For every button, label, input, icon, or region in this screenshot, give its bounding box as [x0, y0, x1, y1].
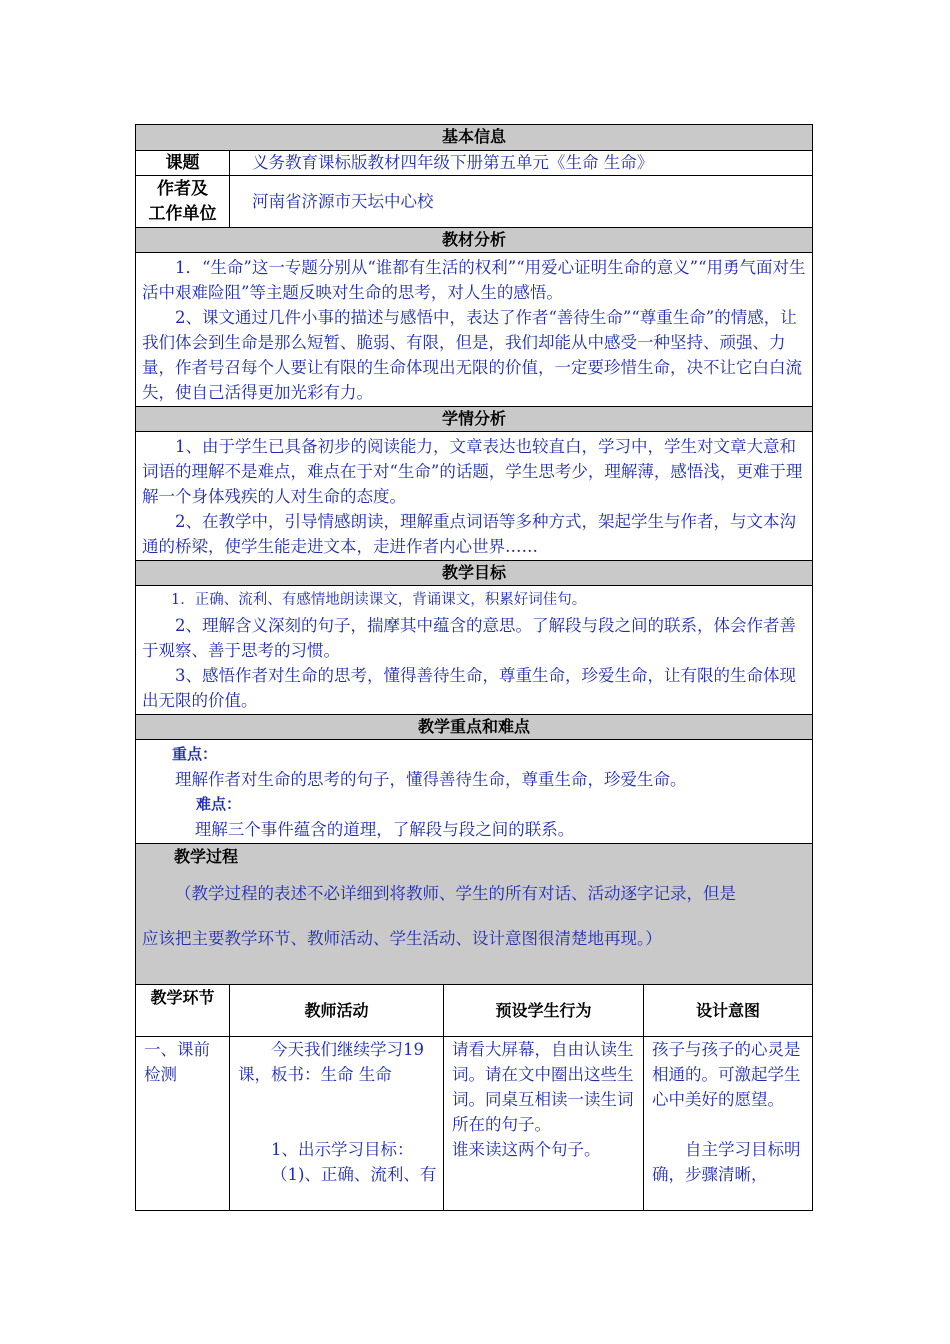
- author-value: 河南省济源市天坛中心校: [230, 176, 813, 228]
- student-analysis-content: [136, 432, 813, 561]
- row1-teacher-line-3: （1)、正确、流利、有: [271, 1165, 437, 1184]
- material-paragraph-2: 2、课文通过几件小事的描述与感悟中，表达了作者“善待生命”“尊重生命”的情感，让我们体会到生命是那么短暂、脆弱、有限，但是，我们却能从中感受一种坚持、顽强、力量，作者号召每个人要让有限的生命体现出无限的价值，一定要珍惜生命，决不让它白白流失，使自己活得更加光彩有力。: [142, 308, 802, 402]
- section-header-material-analysis: 教材分析: [136, 228, 813, 253]
- author-label-line-1: 作者及: [157, 179, 208, 199]
- author-label-line-2: 工作单位: [148, 204, 217, 224]
- student-paragraph-2: 2、在教学中，引导情感朗读，理解重点词语等多种方式，架起学生与作者，与文本沟通的桥梁，使学生能走进文本，走进作者内心世界……: [142, 512, 796, 556]
- difficult-point-text: 理解三个事件蕴含的道理，了解段与段之间的联系。: [194, 820, 575, 839]
- row1-stage: 一、课前检测: [136, 1037, 230, 1211]
- col-header-teacher: 教师活动: [230, 985, 444, 1037]
- row1-intent-line-1: 孩子与孩子的心灵是相通的。可激起学生心中美好的愿望。: [652, 1040, 801, 1109]
- process-note-line-1: （教学过程的表述不必详细到将教师、学生的所有对话、活动逐字记录，但是: [175, 884, 736, 903]
- lesson-plan-document: [135, 124, 812, 1211]
- teaching-process-title: 教学过程: [174, 847, 239, 866]
- topic-label: 课题: [136, 151, 230, 176]
- goal-3: 3、感悟作者对生命的思考，懂得善待生命，尊重生命，珍爱生命，让有限的生命体现出无限的价值。: [142, 666, 796, 710]
- author-label: [136, 176, 230, 228]
- row1-teacher-line-2: 1、出示学习目标：: [271, 1140, 414, 1159]
- row1-intent-line-2: 自主学习目标明确，步骤清晰，: [652, 1140, 801, 1184]
- row1-student: [444, 1037, 644, 1211]
- key-difficult-content: [136, 740, 813, 844]
- row1-student-line-2: 谁来读这两个句子。: [452, 1140, 601, 1159]
- goal-1: 1．正确、流利、有感情地朗读课文，背诵课文，积累好词佳句。: [171, 592, 587, 608]
- goal-2: 2、理解含义深刻的句子，揣摩其中蕴含的意思。了解段与段之间的联系，体会作者善于观察、善于思考的习惯。: [142, 616, 796, 660]
- col-header-intent: 设计意图: [644, 985, 813, 1037]
- difficult-point-label: 难点：: [196, 795, 242, 813]
- row1-teacher-spacer: [238, 1087, 437, 1137]
- lesson-plan-table: [135, 124, 813, 1211]
- row1-student-line-1: 请看大屏幕，自由认读生词。请在文中圈出这些生词。同桌互相读一读生词所在的句子。: [452, 1040, 634, 1134]
- material-analysis-content: [136, 253, 813, 407]
- key-point-text: 理解作者对生命的思考的句子，懂得善待生命，尊重生命，珍爱生命。: [175, 770, 687, 789]
- teaching-goals-content: [136, 586, 813, 715]
- col-header-student: 预设学生行为: [444, 985, 644, 1037]
- row1-teacher-line-1: 今天我们继续学习19课，板书：生命 生命: [238, 1040, 424, 1084]
- key-point-label: 重点：: [172, 745, 218, 763]
- section-header-basic-info: 基本信息: [136, 125, 813, 151]
- col-header-stage: 教学环节: [136, 985, 230, 1037]
- process-note-line-2: 应该把主要教学环节、教师活动、学生活动、设计意图很清楚地再现。）: [142, 929, 662, 948]
- topic-value: 义务教育课标版教材四年级下册第五单元《生命 生命》: [230, 151, 813, 176]
- section-header-key-difficult: 教学重点和难点: [136, 715, 813, 740]
- material-paragraph-1: 1．“生命”这一专题分别从“谁都有生活的权利”“用爱心证明生命的意义”“用勇气面对生活中艰难险阻”等主题反映对生命的思考，对人生的感悟。: [142, 258, 806, 302]
- row1-intent-spacer: [652, 1112, 806, 1137]
- section-header-teaching-goals: 教学目标: [136, 561, 813, 586]
- section-header-student-analysis: 学情分析: [136, 407, 813, 432]
- row1-intent: [644, 1037, 813, 1211]
- row1-teacher: [230, 1037, 444, 1211]
- teaching-process-section: [136, 844, 813, 985]
- student-paragraph-1: 1、由于学生已具备初步的阅读能力，文章表达也较直白，学习中，学生对文章大意和词语的理解不是难点，难点在于对“生命”的话题，学生思考少，理解薄，感悟浅，更难于理解一个身体残疾的人对生命的态度。: [142, 437, 803, 506]
